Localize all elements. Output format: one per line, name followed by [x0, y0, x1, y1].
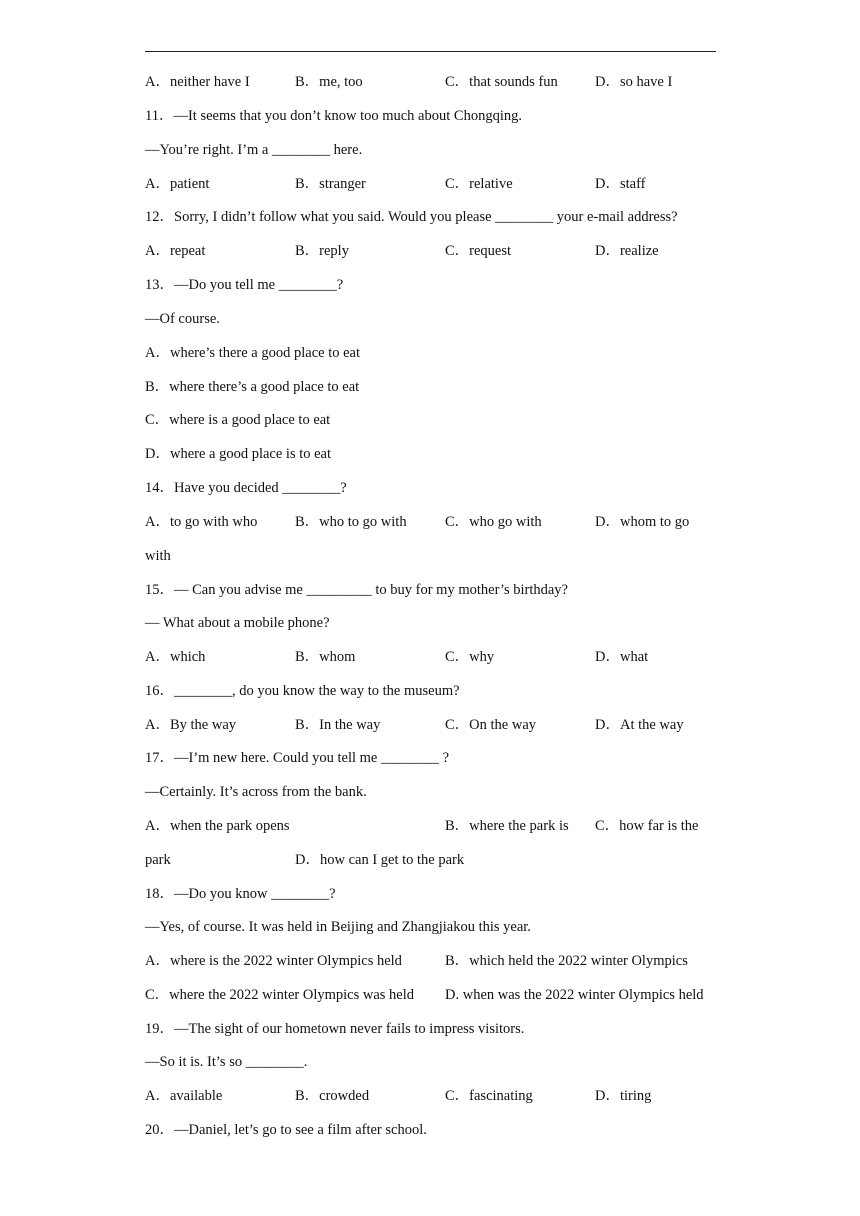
q16-option-c: C．On the way: [445, 717, 537, 733]
q13-option-c: C．where is a good place to eat: [145, 412, 331, 428]
q11-option-d: D．staff: [595, 176, 646, 192]
q10-option-c: C．that sounds fun: [445, 74, 558, 90]
q15-option-c: C．why: [445, 649, 495, 665]
q11-reply: —You’re right. I’m a ________ here.: [145, 142, 363, 158]
q18-option-c: C．where the 2022 winter Olympics was held: [145, 987, 415, 1003]
q11-option-c: C．relative: [445, 176, 513, 192]
q12-option-a: A．repeat: [145, 243, 206, 259]
q18-reply: —Yes, of course. It was held in Beijing and Zhangjiakou this year.: [145, 919, 531, 935]
q16-option-a: A．By the way: [145, 717, 237, 733]
q10-option-a: A．neither have I: [145, 74, 250, 90]
q13-option-a: A．where’s there a good place to eat: [145, 345, 360, 361]
q11-option-b: B．stranger: [295, 176, 366, 192]
q18-option-a: A．where is the 2022 winter Olympics held: [145, 953, 402, 969]
q19-reply: —So it is. It’s so ________.: [145, 1054, 308, 1070]
q13-option-b: B．where there’s a good place to eat: [145, 379, 360, 395]
q15-stem: 15．— Can you advise me _________ to buy for my mother’s birthday?: [145, 582, 568, 598]
q14-option-c: C．who go with: [445, 514, 542, 530]
q14-option-a: A．to go with who: [145, 514, 258, 530]
q17-stem: 17．—I’m new here. Could you tell me ________ ?: [145, 750, 450, 766]
q16-stem: 16．________, do you know the way to the museum?: [145, 683, 460, 699]
q17-option-c: C．how far is the: [595, 818, 699, 834]
q12-option-c: C．request: [445, 243, 512, 259]
q15-option-b: B．whom: [295, 649, 356, 665]
q14-option-b: B．who to go with: [295, 514, 407, 530]
q14-option-d-continued: with: [145, 548, 171, 564]
q20-stem: 20．—Daniel, let’s go to see a film after school.: [145, 1122, 427, 1138]
header-rule: [145, 51, 716, 52]
q15-option-a: A．which: [145, 649, 206, 665]
q19-option-a: A．available: [145, 1088, 223, 1104]
q19-option-c: C．fascinating: [445, 1088, 533, 1104]
q11-option-a: A．patient: [145, 176, 210, 192]
q13-option-d: D．where a good place is to eat: [145, 446, 332, 462]
q17-option-c-continued: park: [145, 852, 171, 868]
q17-option-a: A．when the park opens: [145, 818, 290, 834]
q17-option-b: B．where the park is: [445, 818, 569, 834]
q12-option-b: B．reply: [295, 243, 349, 259]
q19-stem: 19．—The sight of our hometown never fails to impress visitors.: [145, 1021, 525, 1037]
q17-reply: —Certainly. It’s across from the bank.: [145, 784, 367, 800]
q18-option-b: B．which held the 2022 winter Olympics: [445, 953, 688, 969]
q19-option-d: D．tiring: [595, 1088, 652, 1104]
q14-stem: 14．Have you decided ________?: [145, 480, 347, 496]
q11-stem: 11．—It seems that you don’t know too much about Chongqing.: [145, 108, 522, 124]
q13-reply: —Of course.: [145, 311, 220, 327]
q18-option-d: D. when was the 2022 winter Olympics held: [445, 987, 704, 1003]
q15-option-d: D．what: [595, 649, 649, 665]
q12-option-d: D．realize: [595, 243, 659, 259]
q14-option-d: D．whom to go: [595, 514, 690, 530]
q13-stem: 13．—Do you tell me ________?: [145, 277, 344, 293]
q10-option-d: D．so have I: [595, 74, 673, 90]
q16-option-b: B．In the way: [295, 717, 381, 733]
q15-reply: — What about a mobile phone?: [145, 615, 330, 631]
q17-option-d: D．how can I get to the park: [295, 852, 465, 868]
q16-option-d: D．At the way: [595, 717, 684, 733]
q19-option-b: B．crowded: [295, 1088, 370, 1104]
q12-stem: 12．Sorry, I didn’t follow what you said. Would you please ________ your e-mail address?: [145, 209, 678, 225]
q10-option-b: B．me, too: [295, 74, 363, 90]
q18-stem: 18．—Do you know ________?: [145, 886, 336, 902]
